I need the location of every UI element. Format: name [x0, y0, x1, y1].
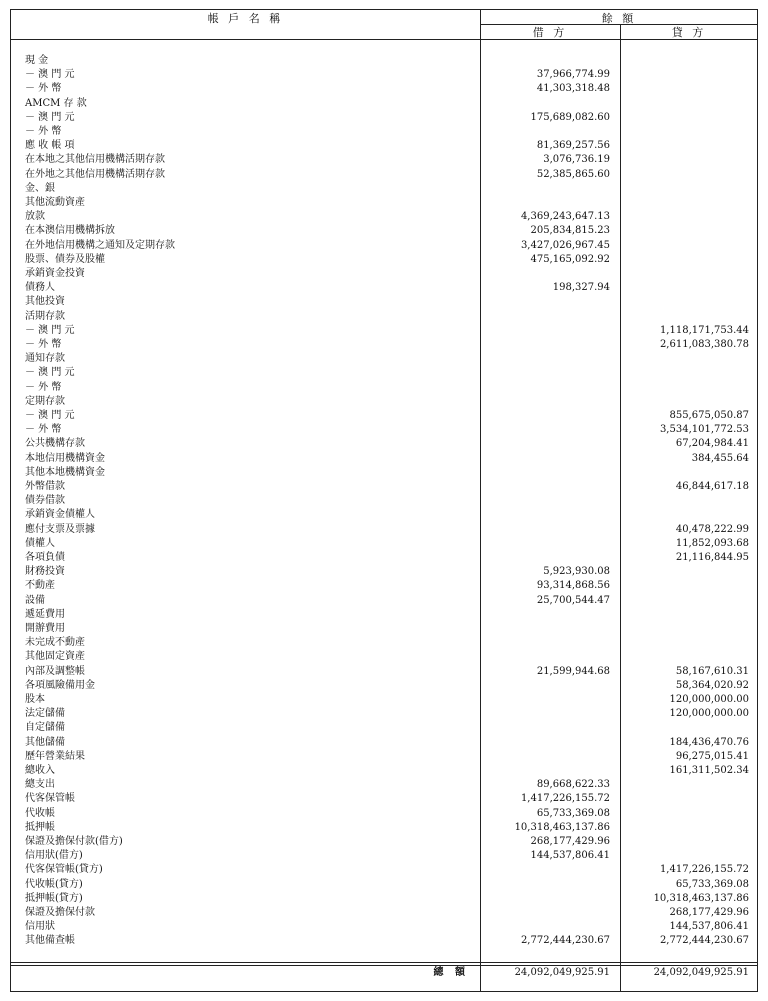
account-name: 內部及調整帳	[25, 665, 85, 677]
ledger-row	[11, 665, 757, 679]
account-name: 其他本地機構資金	[25, 466, 105, 478]
account-name: 在外地信用機構之通知及定期存款	[25, 239, 175, 251]
account-name: 設備	[25, 594, 45, 606]
credit-amount: 1,417,226,155.72	[659, 864, 749, 876]
account-name: － 外 幣	[25, 126, 62, 137]
ledger-row	[11, 736, 757, 750]
debit-amount: 25,700,544.47	[536, 594, 610, 606]
account-name: 外幣借款	[25, 481, 65, 492]
ledger-row	[11, 423, 757, 437]
account-name: 其他固定資產	[25, 651, 85, 663]
credit-amount: 2,772,444,230.67	[659, 935, 749, 947]
credit-amount: 161,311,502.34	[669, 765, 749, 776]
ledger-row	[11, 650, 757, 664]
credit-amount: 3,534,101,772.53	[659, 424, 749, 436]
credit-amount: 2,611,083,380.78	[659, 339, 749, 350]
ledger-sheet	[10, 9, 758, 992]
debit-amount: 89,668,622.33	[536, 779, 610, 791]
ledger-row	[11, 764, 757, 778]
ledger-row	[11, 125, 757, 139]
ledger-row	[11, 594, 757, 608]
account-name: 公共機構存款	[25, 438, 85, 450]
credit-amount: 120,000,000.00	[669, 708, 749, 720]
ledger-row	[11, 508, 757, 522]
debit-amount: 21,599,944.68	[536, 665, 610, 677]
account-name: 代收帳(貸方)	[25, 878, 83, 890]
account-name: 其他流動資產	[25, 197, 85, 208]
debit-amount: 2,772,444,230.67	[520, 935, 610, 947]
account-name: 放款	[25, 211, 45, 223]
debit-amount: 175,689,082.60	[530, 111, 610, 123]
ledger-row	[11, 636, 757, 650]
total-label: 總 額	[433, 967, 469, 978]
debit-amount: 198,327.94	[552, 282, 610, 294]
ledger-row	[11, 352, 757, 366]
account-name: 定期存款	[25, 395, 65, 407]
header-debit: 借 方	[532, 26, 568, 39]
ledger-row	[11, 281, 757, 295]
debit-amount: 93,314,868.56	[536, 580, 610, 592]
account-name: 抵押帳	[25, 821, 55, 833]
ledger-row	[11, 835, 757, 849]
account-name: 總支出	[25, 779, 55, 791]
credit-amount: 58,364,020.92	[675, 679, 749, 691]
account-name: － 外 幣	[25, 83, 62, 95]
ledger-row	[11, 849, 757, 863]
account-name: 保證及擔保付款	[25, 907, 95, 918]
account-name: 財務投資	[25, 566, 65, 578]
ledger-row	[11, 622, 757, 636]
ledger-row	[11, 579, 757, 593]
account-name: － 外 幣	[25, 381, 62, 393]
account-name: 代客保管帳(貸方)	[25, 864, 103, 876]
account-name: 債務人	[25, 282, 55, 294]
ledger-row	[11, 324, 757, 338]
header-balance: 餘 額	[601, 12, 637, 25]
debit-amount: 10,318,463,137.86	[514, 821, 610, 833]
ledger-row	[11, 892, 757, 906]
ledger-row	[11, 608, 757, 622]
account-name: 股本	[25, 694, 45, 705]
account-name: 應 收 帳 項	[25, 140, 75, 152]
ledger-row	[11, 253, 757, 267]
credit-amount: 40,478,222.99	[675, 523, 749, 535]
ledger-row	[11, 693, 757, 707]
header-account-name: 帳 戶 名 稱	[207, 12, 284, 25]
ledger-row	[11, 537, 757, 551]
account-name: 未完成不動產	[25, 637, 85, 649]
account-name: 承銷資金債權人	[25, 509, 95, 521]
account-name: 保證及擔保付款(借方)	[25, 836, 123, 847]
account-name: 代客保管帳	[25, 793, 75, 805]
account-name: AMCM 存 款	[25, 97, 87, 109]
credit-amount: 67,204,984.41	[675, 438, 749, 450]
account-name: － 澳 門 元	[25, 324, 75, 336]
ledger-row	[11, 153, 757, 167]
ledger-row	[11, 707, 757, 721]
account-name: － 外 幣	[25, 424, 62, 436]
account-name: 總收入	[25, 765, 55, 776]
account-name: 各項負債	[25, 552, 65, 563]
account-name: 在本地之其他信用機構活期存款	[25, 154, 165, 166]
ledger-row	[11, 366, 757, 380]
ledger-row	[11, 168, 757, 182]
ledger-row	[11, 295, 757, 309]
account-name: 活期存款	[25, 310, 65, 322]
ledger-row	[11, 920, 757, 934]
ledger-row	[11, 437, 757, 451]
account-name: 通知存款	[25, 353, 65, 365]
ledger-row	[11, 523, 757, 537]
debit-amount: 475,165,092.92	[530, 253, 610, 265]
ledger-row	[11, 878, 757, 892]
ledger-row	[11, 54, 757, 68]
debit-amount: 37,966,774.99	[536, 69, 610, 81]
account-name: 在本澳信用機構拆放	[25, 225, 115, 237]
debit-amount: 5,923,930.08	[543, 566, 610, 578]
credit-amount: 384,455.64	[691, 452, 749, 464]
account-name: 信用狀	[25, 921, 55, 933]
debit-amount: 144,537,806.41	[530, 850, 610, 862]
credit-amount: 65,733,369.08	[675, 878, 749, 890]
ledger-row	[11, 906, 757, 920]
account-name: 其他備查帳	[25, 935, 75, 947]
ledger-row	[11, 182, 757, 196]
debit-amount: 65,733,369.08	[536, 807, 610, 819]
debit-amount: 1,417,226,155.72	[520, 793, 610, 805]
ledger-row	[11, 68, 757, 82]
ledger-row	[11, 565, 757, 579]
ledger-row	[11, 821, 757, 835]
account-name: 現 金	[25, 55, 49, 66]
credit-amount: 268,177,429.96	[669, 907, 749, 918]
ledger-row	[11, 381, 757, 395]
account-name: 其他儲備	[25, 736, 65, 748]
ledger-row	[11, 807, 757, 821]
debit-amount: 41,303,318.48	[536, 83, 610, 95]
ledger-row	[11, 466, 757, 480]
debit-amount: 268,177,429.96	[530, 836, 610, 847]
ledger-row	[11, 792, 757, 806]
ledger-row	[11, 310, 757, 324]
account-name: 各項風險備用金	[25, 679, 95, 691]
ledger-row	[11, 721, 757, 735]
account-name: 自定儲備	[25, 722, 65, 734]
total-debit: 24,092,049,925.91	[514, 967, 610, 978]
account-name: － 澳 門 元	[25, 69, 75, 81]
debit-amount: 205,834,815.23	[530, 225, 610, 237]
account-name: 開辦費用	[25, 623, 65, 634]
account-name: － 澳 門 元	[25, 410, 75, 421]
credit-amount: 58,167,610.31	[675, 665, 749, 677]
ledger-row	[11, 863, 757, 877]
ledger-row	[11, 778, 757, 792]
debit-amount: 52,385,865.60	[536, 168, 610, 180]
ledger-row	[11, 82, 757, 96]
account-name: 承銷資金投資	[25, 268, 85, 279]
ledger-row	[11, 239, 757, 253]
total-row	[11, 964, 757, 982]
debit-amount: 3,076,736.19	[543, 154, 610, 166]
account-name: 抵押帳(貸方)	[25, 892, 83, 904]
account-name: 在外地之其他信用機構活期存款	[25, 168, 165, 180]
account-name: 法定儲備	[25, 708, 65, 720]
account-name: 債券借款	[25, 495, 65, 507]
credit-amount: 21,116,844.95	[675, 552, 749, 563]
account-name: 股票、債券及股權	[25, 253, 105, 265]
ledger-row	[11, 409, 757, 423]
ledger-row	[11, 139, 757, 153]
ledger-row	[11, 196, 757, 210]
account-name: 不動產	[25, 580, 55, 592]
account-name: － 外 幣	[25, 339, 62, 350]
total-top-rule	[11, 962, 757, 963]
debit-amount: 3,427,026,967.45	[520, 239, 610, 251]
account-name: 應付支票及票據	[25, 523, 95, 535]
credit-amount: 46,844,617.18	[675, 481, 749, 492]
credit-amount: 96,275,015.41	[675, 750, 749, 762]
ledger-row	[11, 338, 757, 352]
account-name: 金、銀	[25, 182, 55, 194]
account-name: 本地信用機構資金	[25, 452, 105, 464]
ledger-row	[11, 267, 757, 281]
ledger-row	[11, 494, 757, 508]
credit-amount: 120,000,000.00	[669, 694, 749, 705]
ledger-row	[11, 551, 757, 565]
debit-amount: 81,369,257.56	[536, 140, 610, 152]
credit-amount: 10,318,463,137.86	[653, 892, 749, 904]
account-name: 債權人	[25, 537, 55, 549]
ledger-row	[11, 97, 757, 111]
account-name: 其他投資	[25, 296, 65, 308]
ledger-row	[11, 210, 757, 224]
account-name: 代收帳	[25, 807, 55, 819]
account-name: － 澳 門 元	[25, 367, 75, 379]
ledger-row	[11, 395, 757, 409]
ledger-row	[11, 934, 757, 948]
account-name: 信用狀(借方)	[25, 850, 83, 862]
ledger-row	[11, 679, 757, 693]
credit-amount: 1,118,171,753.44	[659, 324, 749, 336]
credit-amount: 184,436,470.76	[669, 736, 749, 748]
ledger-row	[11, 224, 757, 238]
credit-amount: 11,852,093.68	[675, 537, 749, 549]
credit-amount: 144,537,806.41	[669, 921, 749, 933]
debit-amount: 4,369,243,647.13	[520, 211, 610, 223]
account-name: 遞延費用	[25, 608, 65, 620]
ledger-row	[11, 111, 757, 125]
account-name: － 澳 門 元	[25, 111, 75, 123]
ledger-row	[11, 480, 757, 494]
credit-amount: 855,675,050.87	[669, 410, 749, 421]
header-credit: 貸 方	[671, 26, 707, 39]
total-credit: 24,092,049,925.91	[653, 967, 749, 978]
ledger-row	[11, 750, 757, 764]
account-name: 歷年營業結果	[25, 750, 85, 762]
ledger-row	[11, 452, 757, 466]
